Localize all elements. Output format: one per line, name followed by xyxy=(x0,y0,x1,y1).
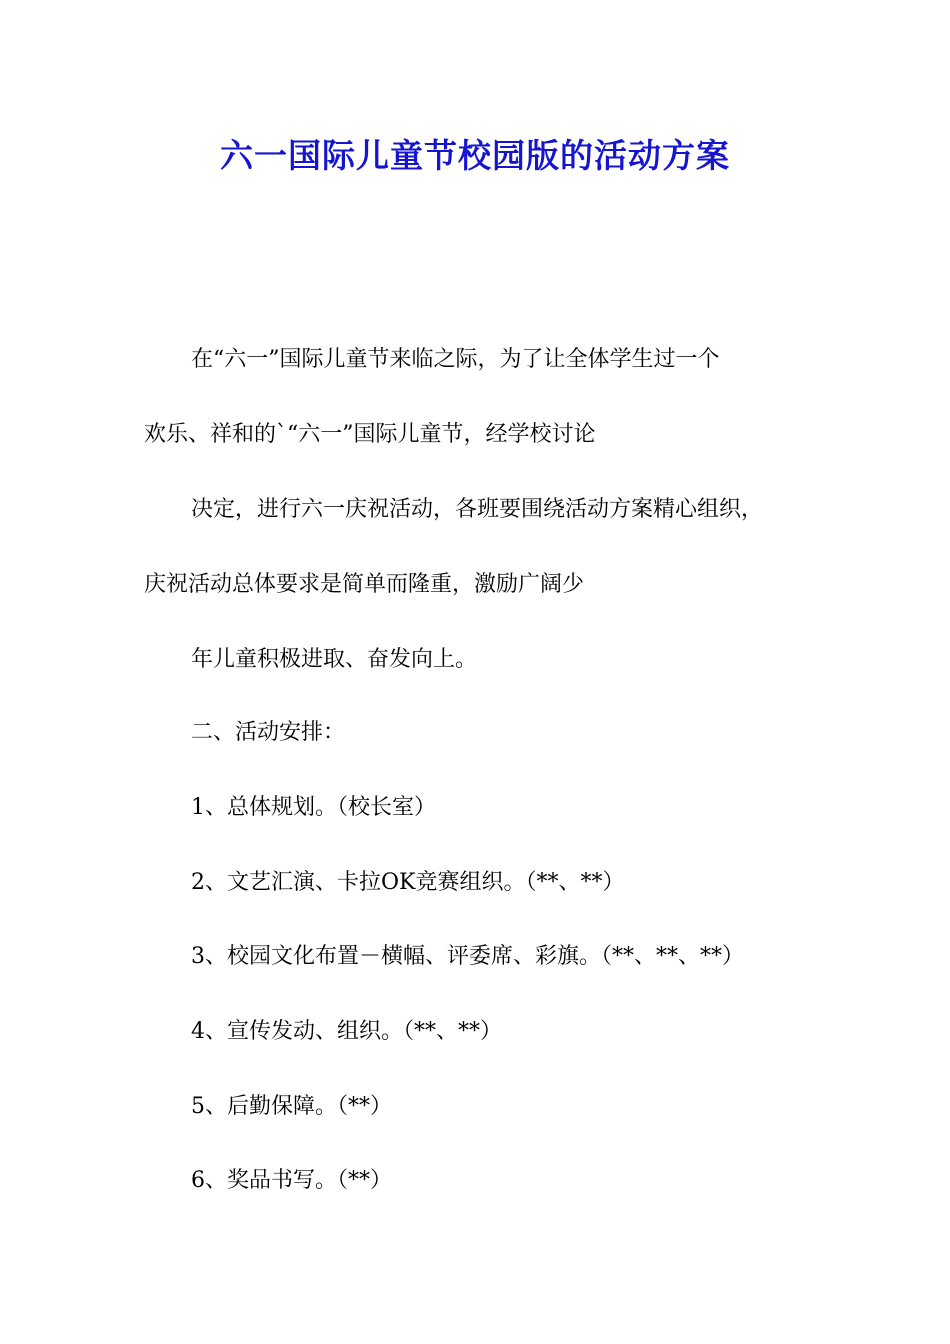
paragraph-line-3: 决定，进行六一庆祝活动，各班要围绕活动方案精心组织， xyxy=(191,497,764,522)
paragraph-line-2: 欢乐、祥和的`“六一”国际儿童节，经学校讨论 xyxy=(144,422,596,447)
list-item-3: 3、校园文化布置－横幅、评委席、彩旗。（**、**、**） xyxy=(191,944,744,969)
list-item-5: 5、后勤保障。（**） xyxy=(191,1094,392,1119)
paragraph-line-4: 庆祝活动总体要求是简单而隆重，激励广阔少 xyxy=(144,572,585,597)
list-item-6: 6、奖品书写。（**） xyxy=(191,1168,392,1193)
document-title: 六一国际儿童节校园版的活动方案 xyxy=(220,136,730,175)
paragraph-line-1: 在“六一”国际儿童节来临之际，为了让全体学生过一个 xyxy=(191,347,720,372)
paragraph-line-5: 年儿童积极进取、奋发向上。 xyxy=(191,647,478,672)
list-item-4: 4、宣传发动、组织。（**、**） xyxy=(191,1019,502,1044)
list-item-1: 1、总体规划。（校长室） xyxy=(191,795,436,820)
section-heading-activity-arrangement: 二、活动安排： xyxy=(191,720,346,745)
list-item-2: 2、文艺汇演、卡拉OK竞赛组织。（**、**） xyxy=(191,870,625,895)
